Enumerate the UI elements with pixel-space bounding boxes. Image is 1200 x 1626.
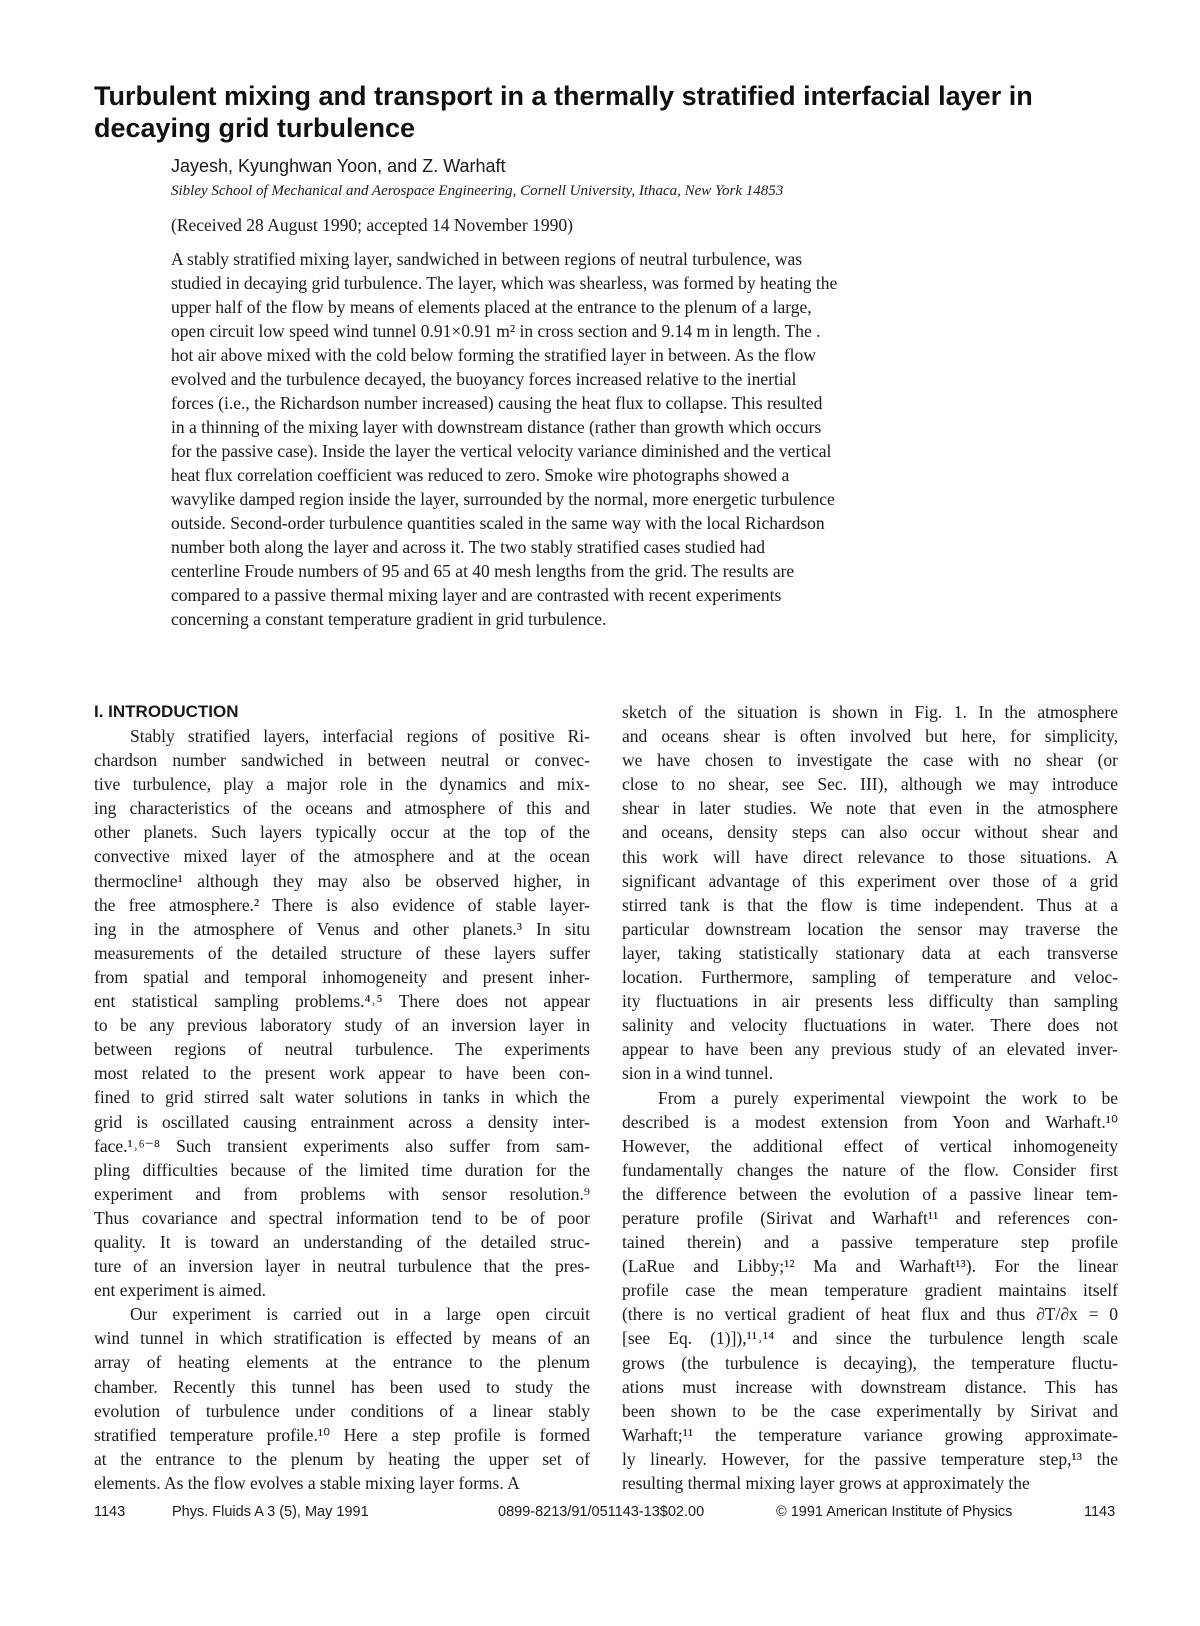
footer-page-number-left: 1143 [94,1504,126,1520]
abstract-line: studied in decaying grid turbulence. The layer, which was shearless, was formed by heating the [171,273,838,293]
left-column-line: Stably stratified layers, interfacial regions of positive Ri- [130,726,590,746]
paper-title: Turbulent mixing and transport in a thermally stratified interfacial layer in decaying grid turbulence [94,81,1033,143]
right-column-line: and oceans shear is often involved but here, for simplicity, [622,726,1118,747]
right-column-line: ations must increase with downstream distance. This has [622,1376,1118,1397]
left-column-line: thermocline¹ although they may also be observed higher, in [94,870,590,891]
left-column-line: array of heating elements at the entrance to the plenum [94,1352,590,1373]
right-column-line: profile case the mean temperature gradient maintains itself [622,1280,1118,1301]
left-column-line: Thus covariance and spectral information tend to be of poor [94,1207,590,1228]
left-column-line: Our experiment is carried out in a large open circuit [130,1304,590,1325]
right-column-line: [see Eq. (1)]),¹¹˒¹⁴ and since the turbulence length scale [622,1328,1118,1349]
left-column-line: between regions of neutral turbulence. The experiments [94,1039,590,1060]
right-column-line: the difference between the evolution of a passive linear tem- [622,1183,1118,1204]
left-column-line: grid is oscillated causing entrainment across a density inter- [94,1111,590,1132]
right-column-line: sion in a wind tunnel. [622,1063,774,1084]
abstract-line: compared to a passive thermal mixing layer and are contrasted with recent experiments [171,585,782,605]
left-column-line: elements. As the flow evolves a stable mixing layer forms. A [94,1472,520,1493]
received-dates: (Received 28 August 1990; accepted 14 November 1990) [171,215,573,235]
left-column-line: stratified temperature profile.¹⁰ Here a step profile is formed [94,1424,590,1445]
left-column-line: pling difficulties because of the limited time duration for the [94,1159,590,1180]
left-column-line: ing in the atmosphere of Venus and other planets.³ In situ [94,918,590,939]
footer-page-number-right: 1143 [1084,1504,1116,1520]
right-column-line: perature profile (Sirivat and Warhaft¹¹ and references con- [622,1207,1118,1228]
right-column-line: (there is no vertical gradient of heat flux and thus ∂T/∂x = 0 [622,1304,1118,1325]
abstract-line: concerning a constant temperature gradient in grid turbulence. [171,609,607,629]
right-column-line: tained therein) and a passive temperature step profile [622,1232,1118,1253]
right-column-line: fundamentally changes the nature of the flow. Consider first [622,1159,1118,1180]
left-column-line: ing characteristics of the oceans and atmosphere of this and [94,798,590,819]
right-column-line: salinity and velocity fluctuations in water. There does not [622,1015,1118,1036]
right-column-line: shear in later studies. We note that even in the atmosphere [622,798,1118,819]
right-column-line: However, the additional effect of vertical inhomogeneity [622,1135,1118,1156]
right-column-line: been shown to be the case experimentally by Sirivat and [622,1400,1118,1421]
left-column-line: ent experiment is aimed. [94,1280,267,1301]
abstract-line: for the passive case). Inside the layer the vertical velocity variance diminished and the vertical [171,441,832,461]
right-column-line: described is a modest extension from Yoon and Warhaft.¹⁰ [622,1111,1118,1132]
right-column-line: ly linearly. However, for the passive temperature step,¹³ the [622,1448,1118,1469]
abstract-line: number both along the layer and across it. The two stably stratified cases studied had [171,537,766,557]
right-column-line: stirred tank is that the flow is time independent. Thus at a [622,894,1118,915]
left-column-line: to be any previous laboratory study of an inversion layer in [94,1015,590,1036]
abstract-line: forces (i.e., the Richardson number increased) causing the heat flux to collapse. This resulted [171,393,823,413]
right-column-line: this work will have direct relevance to those situations. A [622,846,1118,867]
page-footer [0,1500,1200,1524]
abstract-line: evolved and the turbulence decayed, the buoyancy forces increased relative to the inertial [171,369,797,389]
abstract-line: outside. Second-order turbulence quantities scaled in the same way with the local Richardson [171,513,825,533]
abstract-line: centerline Froude numbers of 95 and 65 at 40 mesh lengths from the grid. The results are [171,561,795,581]
right-column-line: layer, taking statistically stationary data at each transverse [622,942,1118,963]
left-column-line: tive turbulence, play a major role in the dynamics and mix- [94,774,590,795]
left-column-line: experiment and from problems with sensor resolution.⁹ [94,1183,590,1204]
right-column-line: we have chosen to investigate the case with no shear (or [622,750,1118,771]
right-column [622,700,1118,1495]
right-column-line: and oceans, density steps can also occur without shear and [622,822,1118,843]
right-column-line: grows (the turbulence is decaying), the temperature fluctu- [622,1352,1118,1373]
left-column-line: at the entrance to the plenum by heating the upper set of [94,1448,590,1469]
left-column-line: chardson number sandwiched in between neutral or convec- [94,750,590,771]
affiliation: Sibley School of Mechanical and Aerospace Engineering, Cornell University, Ithaca, New York 14853 [171,183,784,199]
abstract-line: heat flux correlation coefficient was reduced to zero. Smoke wire photographs showed a [171,465,790,485]
abstract-line: A stably stratified mixing layer, sandwiched in between regions of neutral turbulence, was [171,249,803,269]
left-column-line: convective mixed layer of the atmosphere and at the ocean [94,846,590,867]
left-column-line: other planets. Such layers typically occur at the top of the [94,822,590,843]
right-column-line: close to no shear, see Sec. III), although we may introduce [622,774,1118,795]
right-column-line: location. Furthermore, sampling of temperature and veloc- [622,967,1118,988]
footer-copyright: © 1991 American Institute of Physics [776,1504,1013,1520]
left-column-line: ent statistical sampling problems.⁴˒⁵ There does not appear [94,991,590,1012]
footer-journal-citation: Phys. Fluids A 3 (5), May 1991 [172,1504,369,1520]
left-column-line: evolution of turbulence under conditions of a linear stably [94,1400,590,1421]
left-column-line: quality. It is toward an understanding of the detailed struc- [94,1231,590,1252]
abstract [171,247,1001,631]
right-column-line: From a purely experimental viewpoint the work to be [658,1087,1118,1108]
author-list: Jayesh, Kyunghwan Yoon, and Z. Warhaft [171,156,506,176]
right-column-line: Warhaft;¹¹ the temperature variance growing approximate- [622,1424,1118,1445]
left-column-line: the free atmosphere.² There is also evidence of stable layer- [94,894,590,915]
left-column [94,700,590,1495]
left-column-line: ture of an inversion layer in neutral turbulence that the pres- [94,1256,590,1277]
right-column-line: ity fluctuations in air presents less difficulty than sampling [622,991,1118,1012]
section-heading: I. INTRODUCTION [94,702,239,721]
left-column-line: wind tunnel in which stratification is effected by means of an [94,1328,590,1349]
left-column-line: chamber. Recently this tunnel has been used to study the [94,1376,590,1397]
right-column-line: particular downstream location the sensor may traverse the [622,918,1118,939]
right-column-line: resulting thermal mixing layer grows at approximately the [622,1473,1030,1493]
abstract-line: open circuit low speed wind tunnel 0.91×0.91 m² in cross section and 9.14 m in length. The . [171,321,821,341]
left-column-line: face.¹˒⁶⁻⁸ Such transient experiments also suffer from sam- [94,1135,590,1156]
right-column-line: sketch of the situation is shown in Fig. 1. In the atmosphere [622,702,1118,722]
right-column-line: appear to have been any previous study of an elevated inver- [622,1039,1118,1060]
right-column-line: significant advantage of this experiment over those of a grid [622,870,1118,891]
abstract-line: upper half of the flow by means of elements placed at the entrance to the plenum of a large, [171,297,812,317]
right-column-line: (LaRue and Libby;¹² Ma and Warhaft¹³). For the linear [622,1256,1118,1277]
abstract-line: wavylike damped region inside the layer, surrounded by the normal, more energetic turbulence [171,489,835,509]
left-column-line: measurements of the detailed structure of these layers suffer [94,942,590,963]
left-column-line: fined to grid stirred salt water solutions in tanks in which the [94,1087,590,1108]
left-column-line: from spatial and temporal inhomogeneity and present inher- [94,966,590,987]
left-column-line: most related to the present work appear to have been con- [94,1063,590,1084]
footer-article-code: 0899-8213/91/051143-13$02.00 [498,1504,705,1520]
abstract-line: hot air above mixed with the cold below forming the stratified layer in between. As the flow [171,345,816,365]
abstract-line: in a thinning of the mixing layer with downstream distance (rather than growth which occurs [171,417,822,437]
